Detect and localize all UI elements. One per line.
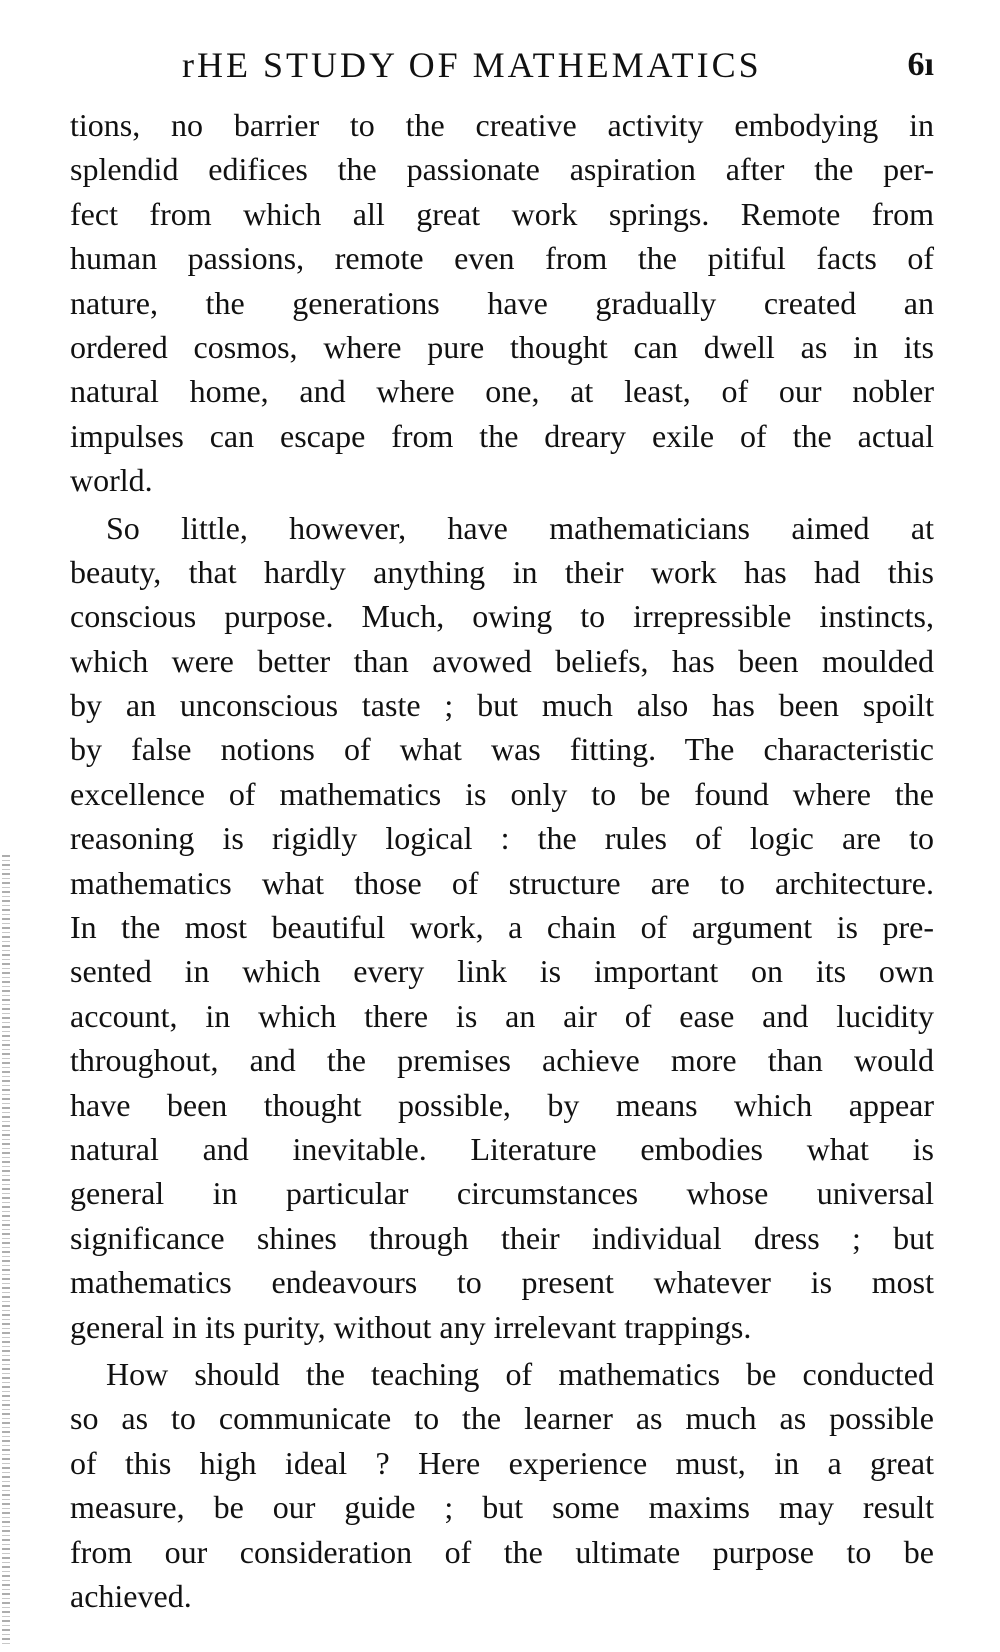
text-line: account, in which there is an air of ease and lucidity <box>70 997 934 1034</box>
paragraph-3 <box>70 1352 934 1618</box>
text-line: reasoning is rigidly logical : the rules of logic are to <box>70 820 934 857</box>
paragraph-2 <box>70 506 934 1349</box>
text-line: which were better than avowed beliefs, has been moulded <box>70 642 934 679</box>
page-number: 6ı <box>907 46 934 83</box>
text-line: So little, however, have mathematicians aimed at <box>106 509 934 546</box>
text-line: by an unconscious taste ; but much also has been spoilt <box>70 687 934 724</box>
text-line: general in its purity, without any irrelevant trappings. <box>70 1308 752 1345</box>
text-line: tions, no barrier to the creative activity embodying in <box>70 107 934 143</box>
text-line: natural and inevitable. Literature embodies what is <box>70 1130 934 1167</box>
text-line: mathematics endeavours to present whatever is most <box>70 1264 934 1301</box>
text-line: so as to communicate to the learner as much as possible <box>70 1400 934 1437</box>
text-line: conscious purpose. Much, owing to irrepressible instincts, <box>70 598 934 635</box>
text-line: How should the teaching of mathematics be conducted <box>106 1355 934 1392</box>
text-line: achieved. <box>70 1577 192 1614</box>
text-line: measure, be our guide ; but some maxims may result <box>70 1489 934 1526</box>
paragraph-1 <box>70 103 934 503</box>
text-line: beauty, that hardly anything in their work has had this <box>70 553 934 590</box>
text-line: excellence of mathematics is only to be found where the <box>70 775 934 812</box>
text-line: fect from which all great work springs. Remote from <box>70 195 934 232</box>
text-line: by false notions of what was fitting. The characteristic <box>70 731 934 768</box>
text-line: have been thought possible, by means which appear <box>70 1086 934 1123</box>
text-line: mathematics what those of structure are to architecture. <box>70 864 934 901</box>
running-title: rHE STUDY OF MATHEMATICS <box>182 45 762 85</box>
text-line: impulses can escape from the dreary exile of the actual <box>70 417 934 454</box>
text-line: ordered cosmos, where pure thought can dwell as in its <box>70 328 934 365</box>
scan-margin-artifact <box>2 855 10 1645</box>
text-line: natural home, and where one, at least, of our nobler <box>70 373 934 410</box>
text-line: In the most beautiful work, a chain of argument is pre- <box>70 909 934 946</box>
running-head <box>70 40 934 90</box>
text-line: sented in which every link is important on its own <box>70 953 934 990</box>
text-line: from our consideration of the ultimate purpose to be <box>70 1533 934 1570</box>
text-line: significance shines through their individual dress ; but <box>70 1219 934 1256</box>
text-line: splendid edifices the passionate aspiration after the per- <box>70 151 934 188</box>
text-line: world. <box>70 462 153 499</box>
text-line: of this high ideal ? Here experience must, in a great <box>70 1444 934 1481</box>
text-line: nature, the generations have gradually created an <box>70 284 934 321</box>
text-line: general in particular circumstances whose universal <box>70 1175 934 1212</box>
text-line: throughout, and the premises achieve more than would <box>70 1042 934 1079</box>
body-text <box>70 103 934 1618</box>
text-line: human passions, remote even from the pitiful facts of <box>70 240 934 277</box>
